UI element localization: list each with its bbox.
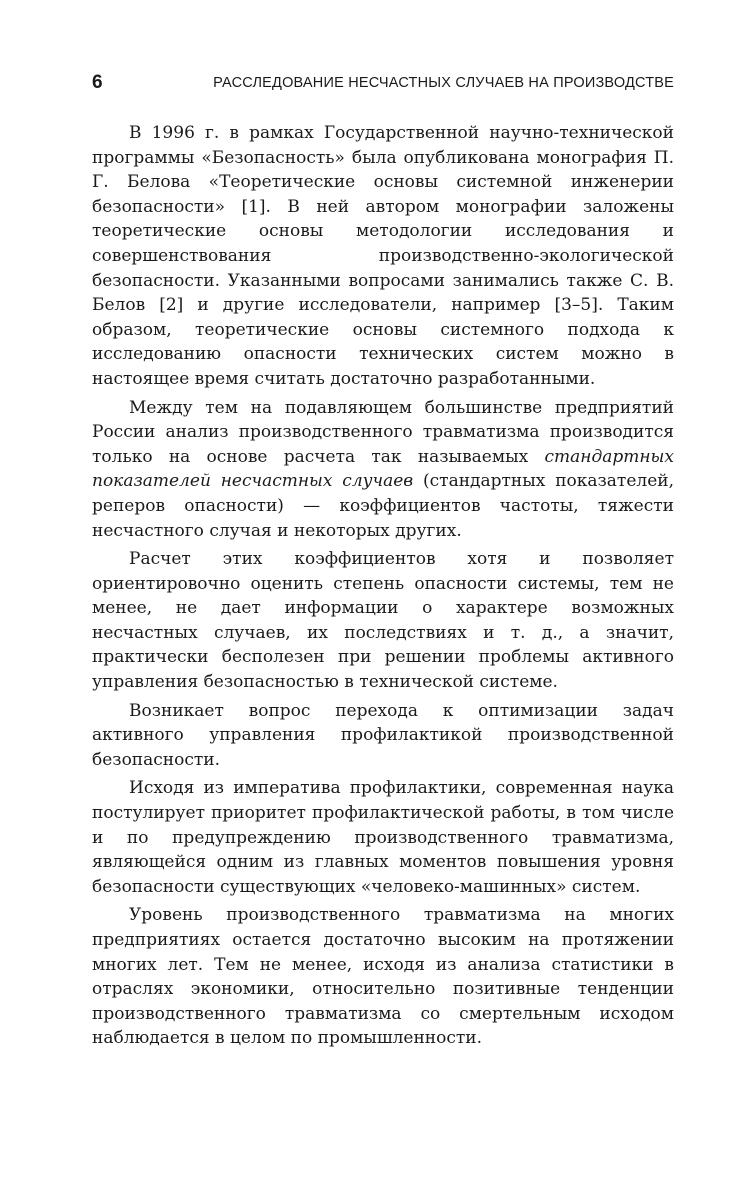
italic-term: стандартных показателей несчастных случаев xyxy=(92,446,674,492)
paragraph: Расчет этих коэффициентов хотя и позволяет ориентировочно оценить степень опасности системы, тем не менее, не дает информации о характере возможных несчастных случаев, их последствиях и т. д., а значит, практически бесполезен при решении проблемы активного управления безопасностью в технической системе. xyxy=(92,549,674,693)
paragraph xyxy=(92,396,674,544)
paragraph: В 1996 г. в рамках Государственной научно-технической программы «Безопасность» была опубликована монография П. Г. Белова «Теоретические основы системной инженерии безопасности» [1]. В ней автором монографии заложены теоретические основы методологии исследования и совершенствования производственно-экологической безопасности. Указанными вопросами занимались также С. В. Белов [2] и другие исследователи, например [3–5]. Таким образом, теоретические основы системного подхода к исследованию опасности технических систем можно в настоящее время считать достаточно разработанными. xyxy=(92,123,674,389)
page-header xyxy=(92,72,674,98)
paragraph-text: (стандартных показателей, реперов опасности) — коэффициентов частоты, тяжести несчастного случая и некоторых других. xyxy=(92,471,674,541)
running-title: РАССЛЕДОВАНИЕ НЕСЧАСТНЫХ СЛУЧАЕВ НА ПРОИЗВОДСТВЕ xyxy=(213,75,674,91)
page-number: 6 xyxy=(92,72,103,93)
paragraph: Исходя из императива профилактики, современная наука постулирует приоритет профилактической работы, в том числе и по предупреждению производственного травматизма, являющейся одним из главных моментов повышения уровня безопасности существующих «человеко-машинных» систем. xyxy=(92,778,674,897)
paragraph: Уровень производственного травматизма на многих предприятиях остается достаточно высоким на протяжении многих лет. Тем не менее, исходя из анализа статистики в отраслях экономики, относительно позитивные тенденции производственного травматизма со смертельным исходом наблюдается в целом по промышленности. xyxy=(92,905,674,1049)
paragraph-text: Между тем на подавляющем большинстве предприятий России анализ производственного травматизма производится только на основе расчета так называемых xyxy=(92,397,674,467)
paragraph: Возникает вопрос перехода к оптимизации задач активного управления профилактикой производственной безопасности. xyxy=(92,700,674,770)
main-text xyxy=(92,121,674,1055)
